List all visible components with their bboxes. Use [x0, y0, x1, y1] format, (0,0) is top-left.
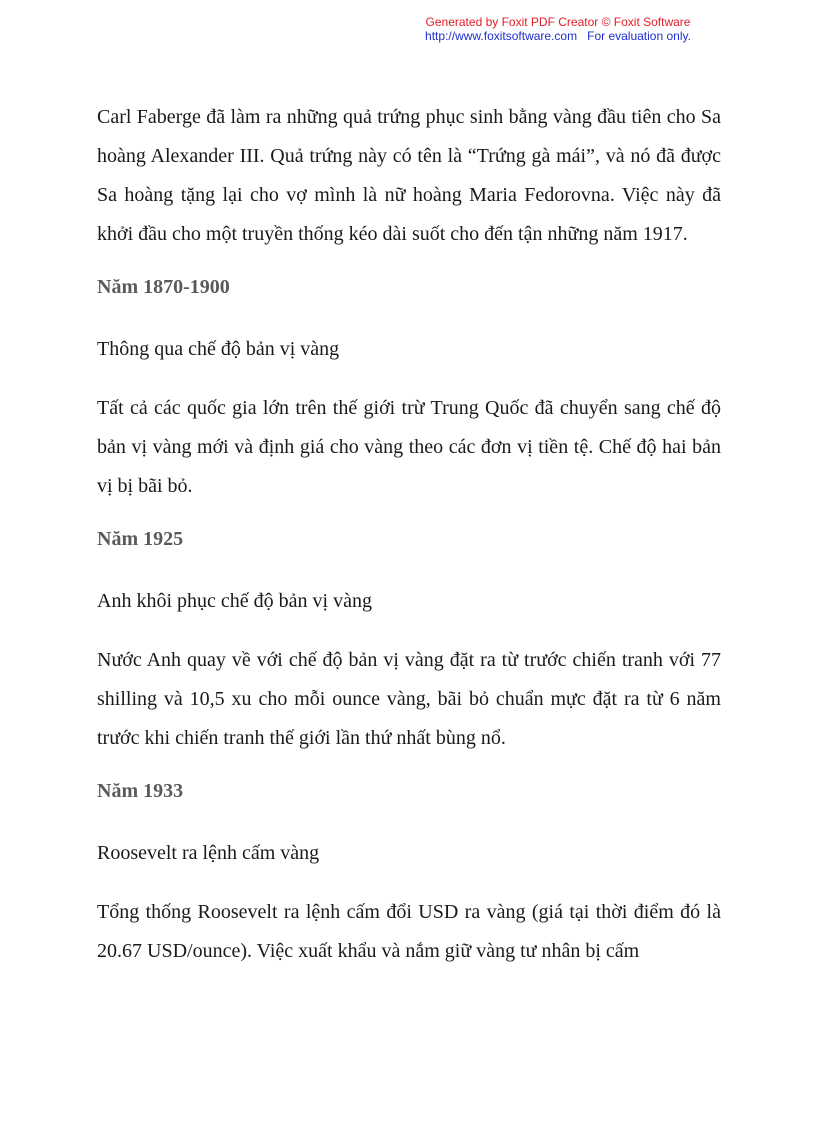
intro-paragraph: Carl Faberge đã làm ra những quả trứng phục sinh bằng vàng đầu tiên cho Sa hoàng Alexander III. Quả trứng này có tên là “Trứng gà mái”, và nó đã được Sa hoàng tặng lại cho vợ mình là nữ hoàng Maria Fedorovna. Việc này đã khởi đầu cho một truyền thống kéo dài suốt cho đến tận những năm 1917. — [97, 106, 721, 245]
section-subtitle: Roosevelt ra lệnh cấm vàng — [97, 842, 320, 864]
section-heading: Năm 1870-1900 — [97, 276, 230, 298]
evaluation-watermark — [408, 15, 708, 43]
section-heading: Năm 1925 — [97, 528, 184, 550]
section-subtitle: Anh khôi phục chế độ bản vị vàng — [97, 590, 372, 612]
section-body: Nước Anh quay về với chế độ bản vị vàng đặt ra từ trước chiến tranh với 77 shilling và 10,5 xu cho mỗi ounce vàng, bãi bỏ chuẩn mực đặt ra từ 6 năm trước khi chiến tranh thế giới lần thứ nhất bùng nổ. — [97, 649, 721, 749]
section-heading: Năm 1933 — [97, 780, 184, 802]
watermark-url-line — [408, 29, 708, 43]
watermark-url: http://www.foxitsoftware.com — [425, 29, 578, 43]
watermark-note: For evaluation only. — [587, 29, 691, 43]
section-body: Tất cả các quốc gia lớn trên thế giới trừ Trung Quốc đã chuyển sang chế độ bản vị vàng mới và định giá cho vàng theo các đơn vị tiền tệ. Chế độ hai bản vị bị bãi bỏ. — [97, 397, 721, 497]
section-subtitle: Thông qua chế độ bản vị vàng — [97, 338, 340, 360]
document-body — [97, 98, 721, 991]
section-body: Tổng thống Roosevelt ra lệnh cấm đổi USD ra vàng (giá tại thời điểm đó là 20.67 USD/ounce). Việc xuất khẩu và nắm giữ vàng tư nhân bị cấm — [97, 901, 721, 962]
watermark-creator-text: Generated by Foxit PDF Creator © Foxit Software — [425, 15, 691, 29]
